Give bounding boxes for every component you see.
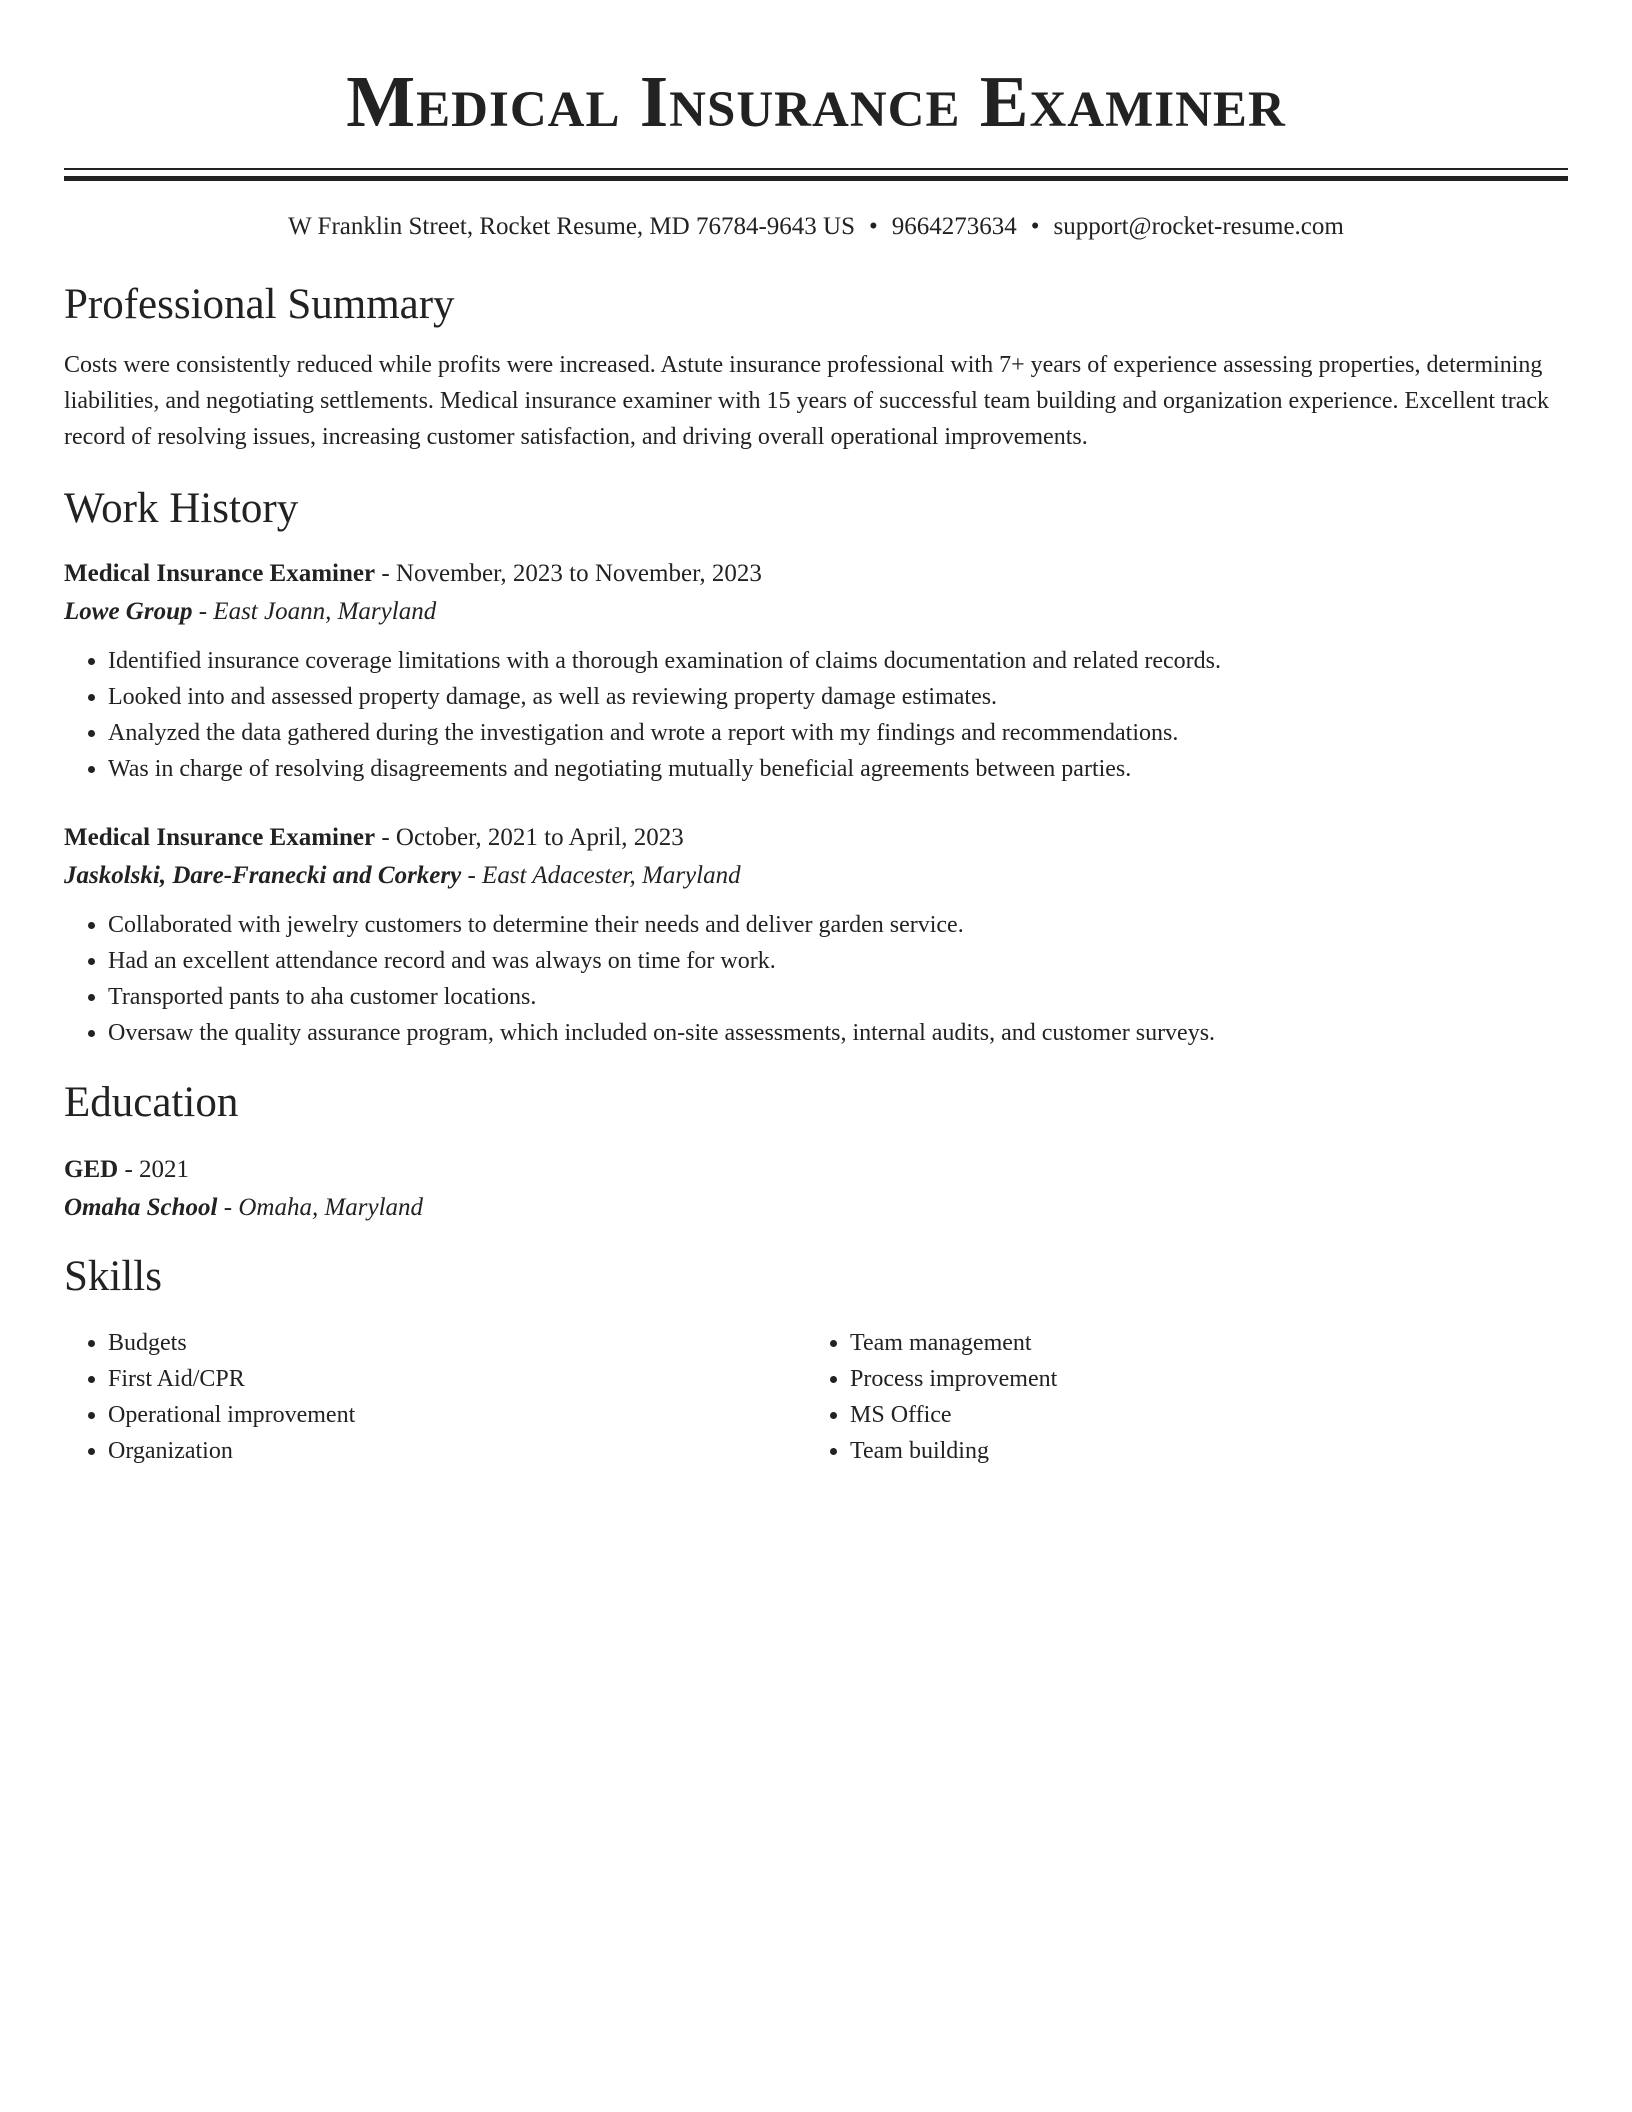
job-location: - East Joann, Maryland (192, 598, 437, 625)
job-duty: • Analyzed the data gathered during the investigation and wrote a report with my findings and recommendations. (108, 715, 1568, 751)
job-duty: • Looked into and assessed property damage, as well as reviewing property damage estimates. (108, 679, 1568, 715)
education-header (64, 1151, 1568, 1189)
job-duties-list (64, 643, 1568, 787)
job-entry (64, 819, 1568, 1051)
job-duty: • Had an excellent attendance record and was always on time for work. (108, 943, 1568, 979)
resume-page (64, 0, 1568, 1469)
skill-item: • Budgets (108, 1325, 806, 1361)
job-duty: • Oversaw the quality assurance program, which included on-site assessments, internal audits, and customer surveys. (108, 1015, 1568, 1051)
job-dates: - November, 2023 to November, 2023 (375, 560, 762, 587)
skill-item: • Process improvement (850, 1361, 1548, 1397)
contact-address: W Franklin Street, Rocket Resume, MD 76784-9643 US (288, 213, 856, 240)
contact-email: support@rocket-resume.com (1053, 213, 1344, 240)
job-duties-list (64, 907, 1568, 1051)
skills-list-right (806, 1325, 1548, 1469)
job-dates: - October, 2021 to April, 2023 (375, 824, 684, 851)
education-school: Omaha School (64, 1194, 218, 1221)
job-employer (64, 857, 1568, 895)
candidate-name: Medical Insurance Examiner (346, 61, 1286, 142)
header-divider-thin (64, 168, 1568, 170)
job-company: Lowe Group (64, 598, 193, 625)
job-header (64, 555, 1568, 593)
skill-item: • Organization (108, 1433, 806, 1469)
contact-separator: • (1030, 213, 1040, 240)
job-header (64, 819, 1568, 857)
skills-list-left (64, 1325, 806, 1469)
header-divider-thick (64, 176, 1568, 181)
summary-text: Costs were consistently reduced while profits were increased. Astute insurance professional with 7+ years of experience assessing properties, determining liabilities, and negotiating settlements. Medical insurance examiner with 15 years of successful team building and organization experience. Excellent track record of resolving issues, increasing customer satisfaction, and driving overall operational improvements. (64, 352, 1550, 450)
education-year: - 2021 (118, 1156, 190, 1183)
job-location: - East Adacester, Maryland (461, 862, 741, 889)
job-duty: • Collaborated with jewelry customers to determine their needs and deliver garden service. (108, 907, 1568, 943)
contact-separator: • (869, 213, 878, 240)
section-title-summary: Professional Summary (64, 281, 455, 328)
job-duty: • Transported pants to aha customer locations. (108, 979, 1568, 1015)
job-title: Medical Insurance Examiner (64, 560, 376, 587)
education-location: - Omaha, Maryland (217, 1194, 424, 1221)
skill-item: • Team building (850, 1433, 1548, 1469)
education-degree: GED (64, 1156, 119, 1183)
job-entry (64, 555, 1568, 787)
job-company: Jaskolski, Dare-Franecki and Corkery (64, 862, 462, 889)
education-entry (64, 1151, 1568, 1227)
section-title-work-history: Work History (64, 485, 299, 532)
section-title-education: Education (64, 1079, 239, 1126)
skill-item: • Operational improvement (108, 1397, 806, 1433)
job-employer (64, 593, 1568, 631)
skill-item: • Team management (850, 1325, 1548, 1361)
job-title: Medical Insurance Examiner (64, 824, 376, 851)
skills-grid (64, 1325, 1568, 1469)
education-school-line (64, 1189, 1568, 1227)
contact-phone: 9664273634 (891, 213, 1017, 240)
job-duty: • Identified insurance coverage limitations with a thorough examination of claims documentation and related records. (108, 643, 1568, 679)
skill-item: • First Aid/CPR (108, 1361, 806, 1397)
job-duty: • Was in charge of resolving disagreements and negotiating mutually beneficial agreements between parties. (108, 751, 1568, 787)
section-title-skills: Skills (64, 1253, 162, 1300)
contact-line (64, 211, 1568, 243)
skill-item: • MS Office (850, 1397, 1548, 1433)
